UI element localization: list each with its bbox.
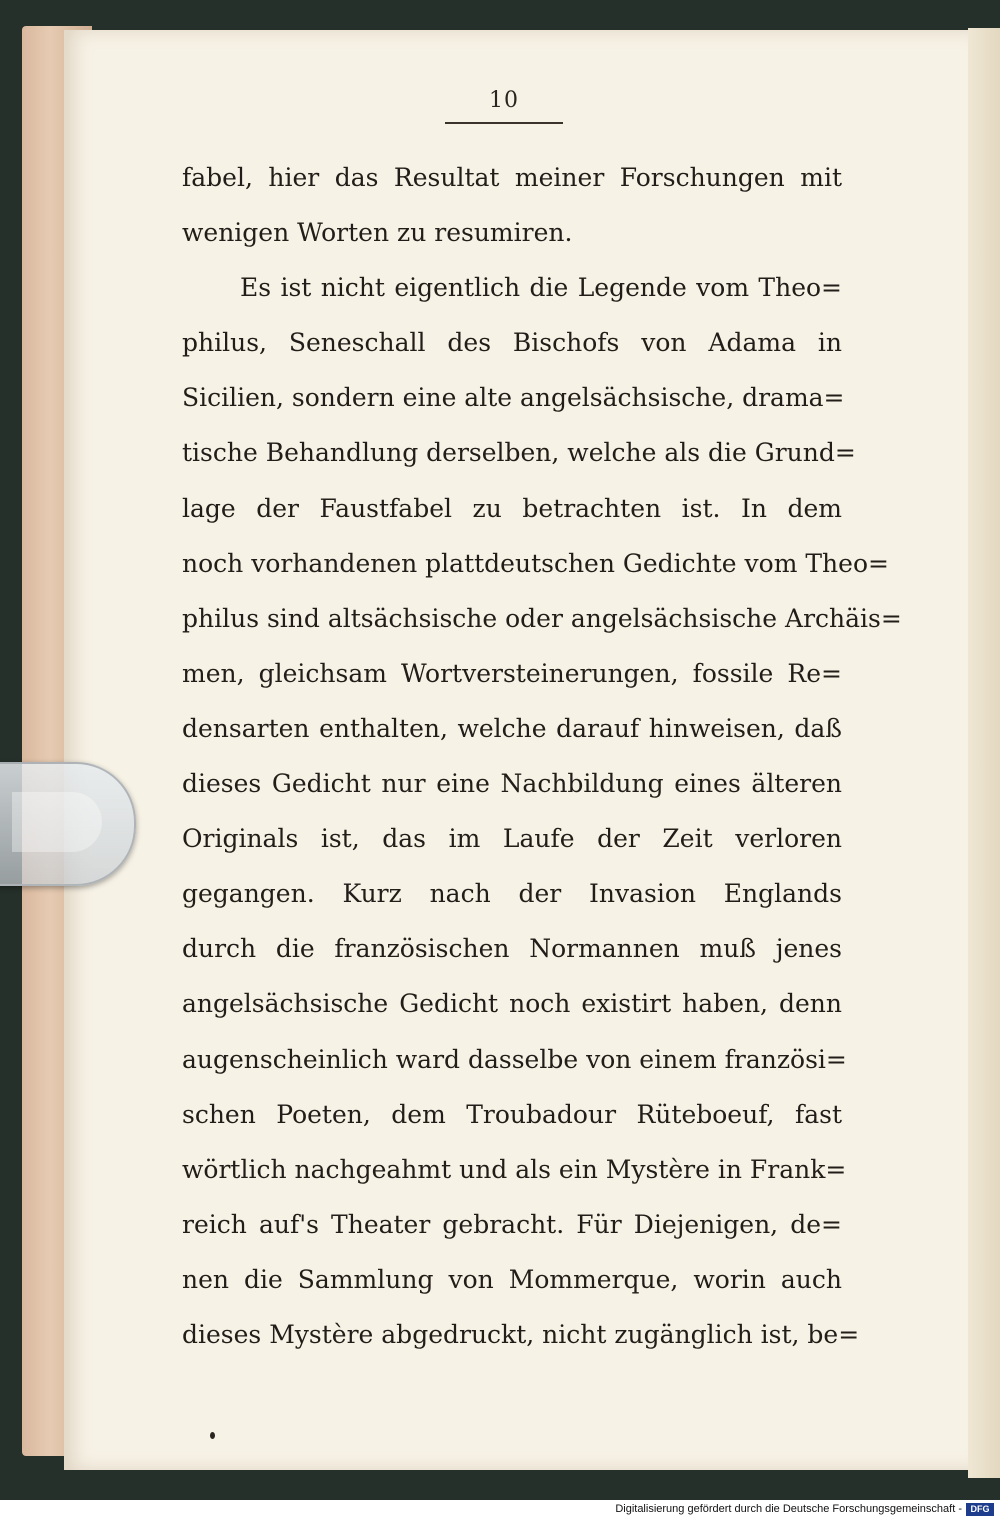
footer-credit: Digitalisierung gefördert durch die Deutsche Forschungsgemeinschaft - [615,1503,962,1515]
text-line: reich auf's Theater gebracht. Für Diejenigen, de= [182,1209,842,1239]
text-line: angelsächsische Gedicht noch existirt haben, denn [182,989,842,1019]
text-line: augenscheinlich ward dasselbe von einem französi= [182,1044,847,1074]
dfg-logo-icon: DFG [966,1503,994,1516]
body-text [182,150,902,1362]
text-line: Sicilien, sondern eine alte angelsächsische, drama= [182,383,845,413]
text-line: noch vorhandenen plattdeutschen Gedichte vom Theo= [182,548,889,578]
text-line: schen Poeten, dem Troubadour Rüteboeuf, fast [182,1099,842,1129]
text-line: dieses Mystère abgedruckt, nicht zugänglich ist, be= [182,1319,860,1349]
page-holder-clip [0,762,136,886]
page-number-rule [445,122,563,124]
ink-speck [210,1432,215,1439]
clip-highlight [12,792,102,852]
text-line: philus, Seneschall des Bischofs von Adama in [182,328,842,358]
text-line: wenigen Worten zu resumiren. [182,218,573,248]
text-line: wörtlich nachgeahmt und als ein Mystère in Frank= [182,1154,847,1184]
text-line: tische Behandlung derselben, welche als die Grund= [182,438,856,468]
text-line: densarten enthalten, welche darauf hinweisen, daß [182,713,842,743]
page-gutter-strip [968,28,1000,1478]
text-line: Es ist nicht eigentlich die Legende vom Theo= [240,273,842,303]
text-line: gegangen. Kurz nach der Invasion Englands [182,879,842,909]
text-line: Originals ist, das im Laufe der Zeit verloren [182,824,842,854]
text-line: durch die französischen Normannen muß jenes [182,934,842,964]
text-line: men, gleichsam Wortversteinerungen, fossile Re= [182,658,842,688]
text-line: lage der Faustfabel zu betrachten ist. In dem [182,493,842,523]
page-number: 10 [489,88,519,113]
text-line: nen die Sammlung von Mommerque, worin auch [182,1264,842,1294]
text-line: dieses Gedicht nur eine Nachbildung eines älteren [182,769,842,799]
text-line: philus sind altsächsische oder angelsächsische Archäis= [182,603,902,633]
text-line: fabel, hier das Resultat meiner Forschungen mit [182,163,842,192]
